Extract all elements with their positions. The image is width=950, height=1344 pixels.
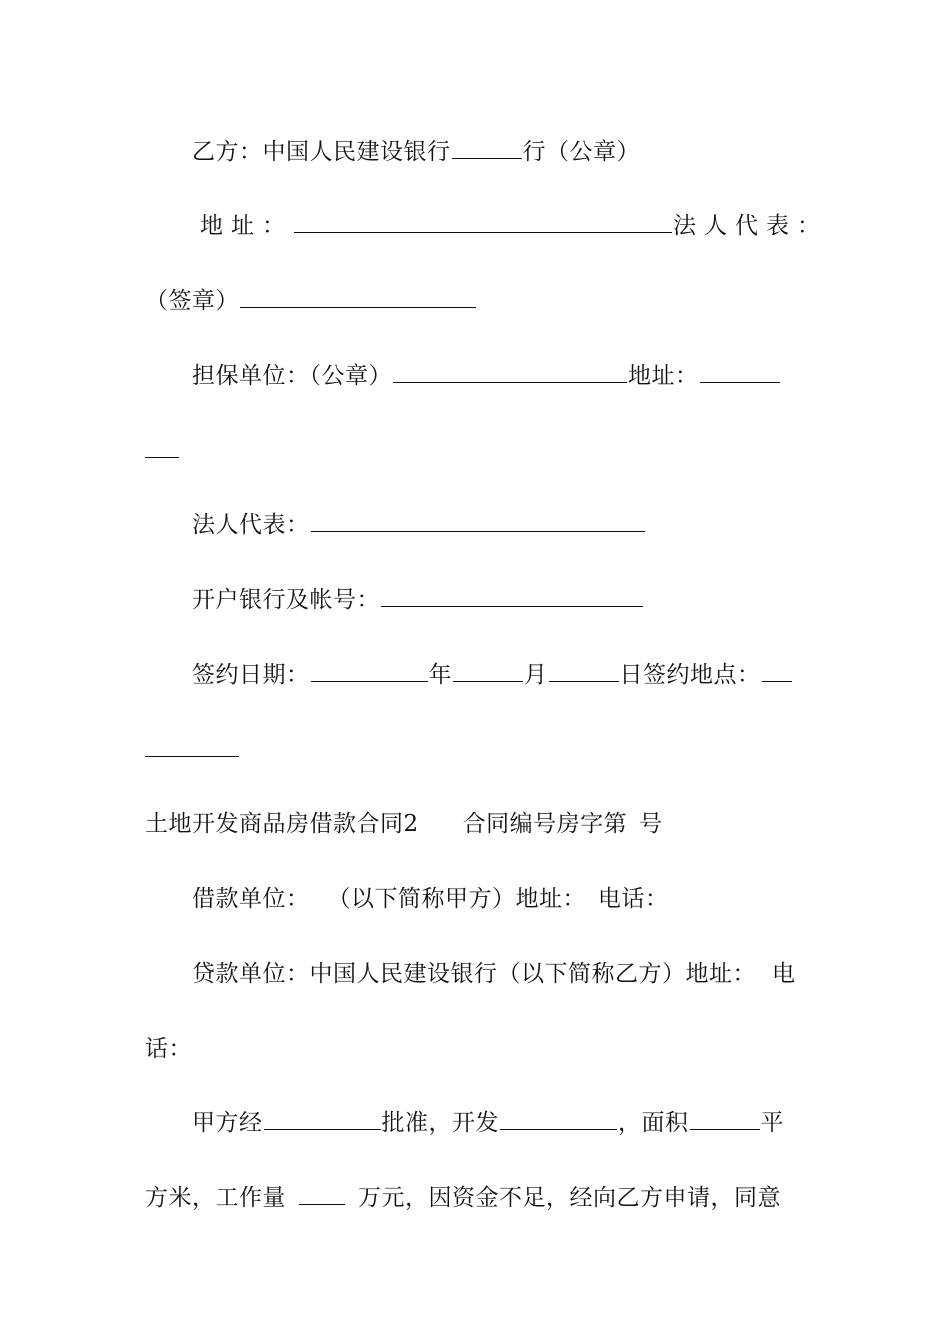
approval-line — [145, 1107, 854, 1139]
signing-place-label: 日签约地点： — [619, 662, 761, 688]
bank-account-line — [145, 584, 854, 616]
square-label-start: 平 — [760, 1110, 784, 1136]
signing-date-line — [145, 659, 854, 691]
address-blank[interactable] — [294, 212, 672, 233]
development-label: 批准，开发 — [381, 1110, 499, 1136]
guarantor-address-blank-continued[interactable] — [145, 437, 179, 458]
area-label: ，面积 — [618, 1110, 689, 1136]
lender-line — [145, 958, 854, 990]
workload-amount-blank[interactable] — [299, 1184, 345, 1205]
bank-account-blank[interactable] — [381, 586, 643, 607]
signature-label: （签章） — [145, 288, 239, 314]
signature-blank[interactable] — [240, 287, 476, 308]
lender-phone-label-start: 电 — [772, 961, 796, 987]
guarantor-address-blank[interactable] — [700, 362, 780, 383]
guarantor-address-label: 地址： — [628, 363, 699, 389]
contract-number-label: 合同编号房字第 — [462, 811, 628, 837]
month-blank[interactable] — [453, 661, 523, 682]
guarantor-blank[interactable] — [393, 362, 627, 383]
borrower-abbrev-address: （以下简称甲方）地址： — [327, 886, 586, 912]
approval-label: 甲方经 — [192, 1110, 263, 1136]
borrower-label: 借款单位： — [192, 886, 310, 912]
lender-phone-label-end: 话： — [145, 1036, 192, 1062]
bank-account-label: 开户银行及帐号： — [192, 587, 380, 613]
guarantor-line — [145, 360, 854, 392]
funding-request-text: 万元，因资金不足，经向乙方申请，同意 — [358, 1185, 781, 1211]
party-b-label: 乙方：中国人民建设银行 — [192, 139, 451, 165]
development-project-blank[interactable] — [500, 1109, 617, 1130]
lender-phone-continuation — [145, 1033, 807, 1065]
borrower-phone-label: 电话： — [598, 886, 669, 912]
guarantor-representative-blank[interactable] — [311, 511, 645, 532]
signing-date-label: 签约日期： — [192, 662, 310, 688]
guarantor-representative-line — [145, 509, 854, 541]
guarantor-label: 担保单位：（公章） — [192, 363, 392, 389]
signature-line — [145, 285, 807, 317]
address-label: 地址： — [200, 213, 293, 239]
legal-representative-label: 法人代表： — [673, 213, 828, 239]
contract-title-line — [145, 808, 807, 840]
party-b-line — [145, 136, 854, 168]
guarantor-representative-label: 法人代表： — [192, 512, 310, 538]
contract-number-suffix: 号 — [639, 811, 663, 837]
month-label: 月 — [524, 662, 548, 688]
seal-label: 行（公章） — [522, 139, 640, 165]
day-blank[interactable] — [549, 661, 619, 682]
approval-authority-blank[interactable] — [264, 1109, 381, 1130]
signing-place-blank[interactable] — [762, 661, 792, 682]
address-representative-line — [145, 210, 862, 242]
branch-blank[interactable] — [452, 138, 522, 159]
workload-label: 方米，工作量 — [145, 1185, 286, 1211]
year-blank[interactable] — [311, 661, 428, 682]
lender-label: 贷款单位：中国人民建设银行（以下简称乙方）地址： — [192, 961, 756, 987]
signing-place-blank-continued[interactable] — [145, 736, 239, 757]
workload-line — [145, 1182, 807, 1214]
guarantor-address-continuation — [145, 435, 807, 467]
contract-title: 土地开发商品房借款合同2 — [145, 811, 419, 837]
signing-place-continuation — [145, 734, 807, 766]
area-blank[interactable] — [690, 1109, 760, 1130]
borrower-line — [145, 883, 854, 915]
year-label: 年 — [428, 662, 452, 688]
